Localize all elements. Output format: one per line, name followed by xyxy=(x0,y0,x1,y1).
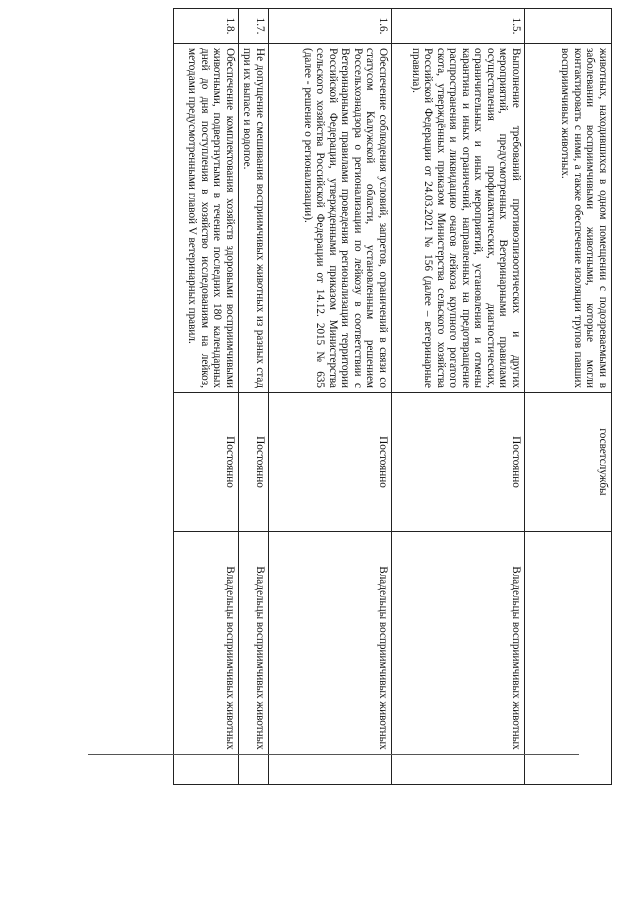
table-row xyxy=(392,9,525,785)
responsible-text: Владельцы восприимчивых животных xyxy=(173,532,238,785)
row-number: 1.7. xyxy=(238,9,268,44)
measure-text: Выполнение требований противоэпизоотических и других мероприятий, предусмотренных Ветеринарными правилами осуществления профилактических, диагностических, ограничительных и иных мероприятий, установления и отмены карантина и иных ограничений, направленных на предотвращение распространения и ликвидацию очагов лейкоза крупного рогатого скота, утверждённых приказом Министерства сельского хозяйства Российской Федерации от 24.03.2021 № 156 (далее – ветеринарные правила). xyxy=(392,44,525,393)
row-number xyxy=(525,9,612,44)
measure-text: Не допущение смешивания восприимчивых животных из разных стад при их выпасе и водопое. xyxy=(238,44,268,393)
responsible-text: Владельцы восприимчивых животных xyxy=(269,532,392,785)
responsible-text: Владельцы восприимчивых животных xyxy=(238,532,268,785)
table-row xyxy=(238,9,268,785)
term-text: госветслужбы xyxy=(525,393,612,532)
rotated-table-container xyxy=(87,8,612,748)
term-text: Постоянно xyxy=(173,393,238,532)
measure-text: Обеспечение комплектования хозяйств здоровыми восприимчивыми животными, подвергнутыми в течение последних 180 календарных дней до дня поступления в хозяйство исследованиям на лейкоз, методами предусмотренными главой V ветеринарных правил. xyxy=(173,44,238,393)
responsible-text: Владельцы восприимчивых животных xyxy=(392,532,525,785)
table-row xyxy=(269,9,392,785)
measures-table xyxy=(173,8,612,785)
term-text: Постоянно xyxy=(392,393,525,532)
term-text: Постоянно xyxy=(238,393,268,532)
table-row xyxy=(525,9,612,785)
measure-text: животных, находившихся в одном помещении с подозреваемыми в заболевании восприимчивыми животными, которые могли контактировать с ними, а также обеспечение изоляции трупов павших восприимчивых животных. xyxy=(525,44,612,393)
row-number: 1.6. xyxy=(269,9,392,44)
responsible-text xyxy=(525,532,612,785)
table-row xyxy=(173,9,238,785)
row-number: 1.5. xyxy=(392,9,525,44)
divider-line xyxy=(88,754,579,755)
row-number: 1.8. xyxy=(173,9,238,44)
term-text: Постоянно xyxy=(269,393,392,532)
measure-text: Обеспечение соблюдения условий, запретов, ограничений в связи со статусом Калужской области, установленным решением Россельхознадзора о регионализации по лейкозу в соответствии с Ветеринарными правилами проведения регионализации территории Российской Федерации, утвержденными приказом Министерства сельского хозяйства Российской Федерации от 14.12. 2015 № 635 (далее - решение о регионализации). xyxy=(269,44,392,393)
